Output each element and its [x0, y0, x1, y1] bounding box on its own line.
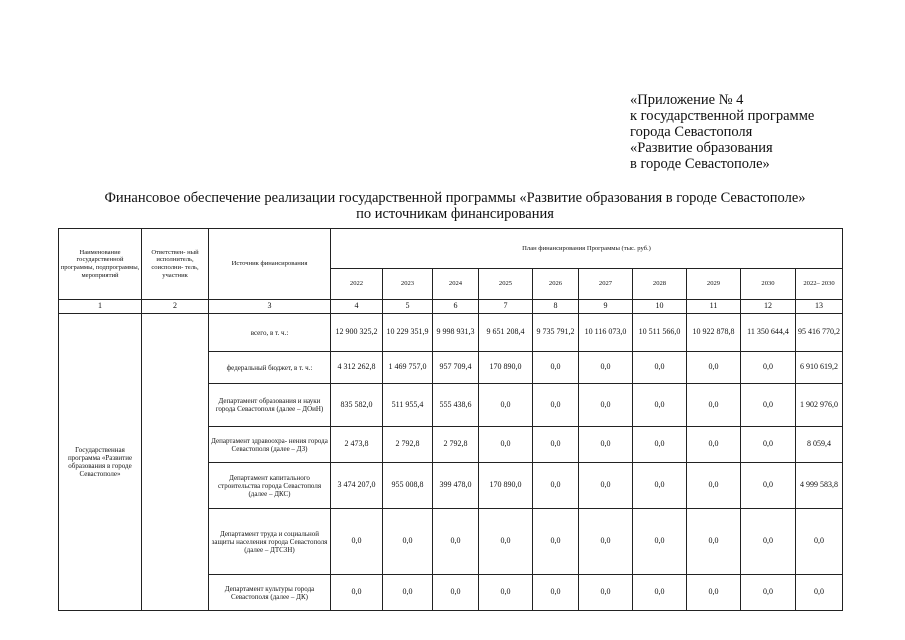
- value-cell: 3 474 207,0: [331, 463, 383, 509]
- source-cell: Департамент капитального строительства города Севастополя (далее – ДКС): [209, 463, 331, 509]
- value-cell: 0,0: [633, 352, 687, 384]
- value-cell: 0,0: [687, 352, 741, 384]
- value-cell: 0,0: [579, 509, 633, 575]
- appendix-line: «Приложение № 4: [630, 92, 744, 108]
- document-title: [60, 190, 850, 222]
- value-cell: 2 473,8: [331, 427, 383, 463]
- financing-table: [58, 228, 843, 611]
- value-cell: 0,0: [796, 575, 843, 611]
- value-cell: 0,0: [796, 509, 843, 575]
- value-cell: 0,0: [383, 509, 433, 575]
- value-cell: 0,0: [579, 384, 633, 427]
- value-cell: 0,0: [741, 509, 796, 575]
- value-cell: 0,0: [331, 509, 383, 575]
- source-cell: Департамент культуры города Севастополя (далее – ДК): [209, 575, 331, 611]
- value-cell: 0,0: [479, 575, 533, 611]
- header-year: 2023: [383, 269, 433, 300]
- index-cell: 12: [741, 300, 796, 314]
- value-cell: 957 709,4: [433, 352, 479, 384]
- value-cell: 0,0: [633, 384, 687, 427]
- index-cell: 3: [209, 300, 331, 314]
- value-cell: 10 116 073,0: [579, 314, 633, 352]
- index-cell: 10: [633, 300, 687, 314]
- index-cell: 5: [383, 300, 433, 314]
- value-cell: 0,0: [687, 509, 741, 575]
- value-cell: 0,0: [533, 427, 579, 463]
- value-cell: 0,0: [433, 509, 479, 575]
- index-cell: 11: [687, 300, 741, 314]
- value-cell: 0,0: [579, 463, 633, 509]
- value-cell: 0,0: [433, 575, 479, 611]
- header-year: 2025: [479, 269, 533, 300]
- value-cell: 0,0: [741, 463, 796, 509]
- source-cell: всего, в т. ч.:: [209, 314, 331, 352]
- header-year: 2030: [741, 269, 796, 300]
- value-cell: 0,0: [687, 427, 741, 463]
- value-cell: 511 955,4: [383, 384, 433, 427]
- executor-cell: [142, 314, 209, 611]
- header-name: Наименование государственной программы, подпрограммы, мероприятий: [59, 229, 142, 300]
- header-plan: План финансирования Программы (тыс. руб.): [331, 229, 843, 269]
- header-source: Источник финансирования: [209, 229, 331, 300]
- value-cell: 6 910 619,2: [796, 352, 843, 384]
- source-cell: Департамент образования и науки города Севастополя (далее – ДОиН): [209, 384, 331, 427]
- value-cell: 555 438,6: [433, 384, 479, 427]
- value-cell: 835 582,0: [331, 384, 383, 427]
- appendix-line: в городе Севастополе»: [630, 156, 770, 172]
- value-cell: 0,0: [741, 384, 796, 427]
- value-cell: 2 792,8: [383, 427, 433, 463]
- value-cell: 0,0: [687, 463, 741, 509]
- value-cell: 10 511 566,0: [633, 314, 687, 352]
- value-cell: 0,0: [687, 575, 741, 611]
- appendix-line: города Севастополя: [630, 124, 753, 140]
- index-cell: 2: [142, 300, 209, 314]
- value-cell: 0,0: [633, 575, 687, 611]
- header-year: 2022: [331, 269, 383, 300]
- index-cell: 8: [533, 300, 579, 314]
- value-cell: 170 890,0: [479, 352, 533, 384]
- value-cell: 0,0: [579, 575, 633, 611]
- title-line-2: по источникам финансирования: [356, 206, 554, 222]
- value-cell: 0,0: [479, 509, 533, 575]
- value-cell: 0,0: [479, 384, 533, 427]
- index-cell: 4: [331, 300, 383, 314]
- value-cell: 10 922 878,8: [687, 314, 741, 352]
- value-cell: 8 059,4: [796, 427, 843, 463]
- value-cell: 0,0: [533, 352, 579, 384]
- value-cell: 0,0: [579, 427, 633, 463]
- value-cell: 0,0: [633, 463, 687, 509]
- header-executor: Ответствен- ный исполнитель, соисполни- тель, участник: [142, 229, 209, 300]
- value-cell: 9 651 208,4: [479, 314, 533, 352]
- value-cell: 1 469 757,0: [383, 352, 433, 384]
- value-cell: 0,0: [479, 427, 533, 463]
- index-cell: 6: [433, 300, 479, 314]
- value-cell: 0,0: [741, 427, 796, 463]
- header-year: 2027: [579, 269, 633, 300]
- value-cell: 0,0: [741, 352, 796, 384]
- index-cell: 1: [59, 300, 142, 314]
- value-cell: 11 350 644,4: [741, 314, 796, 352]
- value-cell: 0,0: [687, 384, 741, 427]
- value-cell: 12 900 325,2: [331, 314, 383, 352]
- value-cell: 95 416 770,2: [796, 314, 843, 352]
- index-cell: 9: [579, 300, 633, 314]
- index-cell: 13: [796, 300, 843, 314]
- value-cell: 4 999 583,8: [796, 463, 843, 509]
- value-cell: 0,0: [383, 575, 433, 611]
- value-cell: 0,0: [331, 575, 383, 611]
- table-row: [59, 314, 843, 352]
- value-cell: 0,0: [741, 575, 796, 611]
- value-cell: 0,0: [633, 509, 687, 575]
- header-year: 2026: [533, 269, 579, 300]
- appendix-line: «Развитие образования: [630, 140, 773, 156]
- header-year-total: 2022– 2030: [796, 269, 843, 300]
- title-line-1: Финансовое обеспечение реализации государственной программы «Развитие образования в городе Севастополе»: [104, 190, 806, 206]
- value-cell: 9 735 791,2: [533, 314, 579, 352]
- index-cell: 7: [479, 300, 533, 314]
- index-row: [59, 300, 843, 314]
- header-year: 2029: [687, 269, 741, 300]
- appendix-line: к государственной программе: [630, 108, 815, 124]
- value-cell: 10 229 351,9: [383, 314, 433, 352]
- value-cell: 0,0: [533, 575, 579, 611]
- value-cell: 399 478,0: [433, 463, 479, 509]
- program-name: Государственная программа «Развитие образования в городе Севастополе»: [59, 314, 142, 611]
- source-cell: Департамент здравоохра- нения города Севастополя (далее – ДЗ): [209, 427, 331, 463]
- value-cell: 4 312 262,8: [331, 352, 383, 384]
- source-cell: федеральный бюджет, в т. ч.:: [209, 352, 331, 384]
- value-cell: 9 998 931,3: [433, 314, 479, 352]
- source-cell: Департамент труда и социальной защиты населения города Севастополя (далее – ДТСЗН): [209, 509, 331, 575]
- value-cell: 0,0: [633, 427, 687, 463]
- appendix-header: [630, 92, 814, 172]
- value-cell: 170 890,0: [479, 463, 533, 509]
- header-year: 2024: [433, 269, 479, 300]
- value-cell: 0,0: [533, 463, 579, 509]
- value-cell: 2 792,8: [433, 427, 479, 463]
- header-year: 2028: [633, 269, 687, 300]
- value-cell: 0,0: [533, 509, 579, 575]
- value-cell: 955 008,8: [383, 463, 433, 509]
- value-cell: 0,0: [579, 352, 633, 384]
- value-cell: 0,0: [533, 384, 579, 427]
- value-cell: 1 902 976,0: [796, 384, 843, 427]
